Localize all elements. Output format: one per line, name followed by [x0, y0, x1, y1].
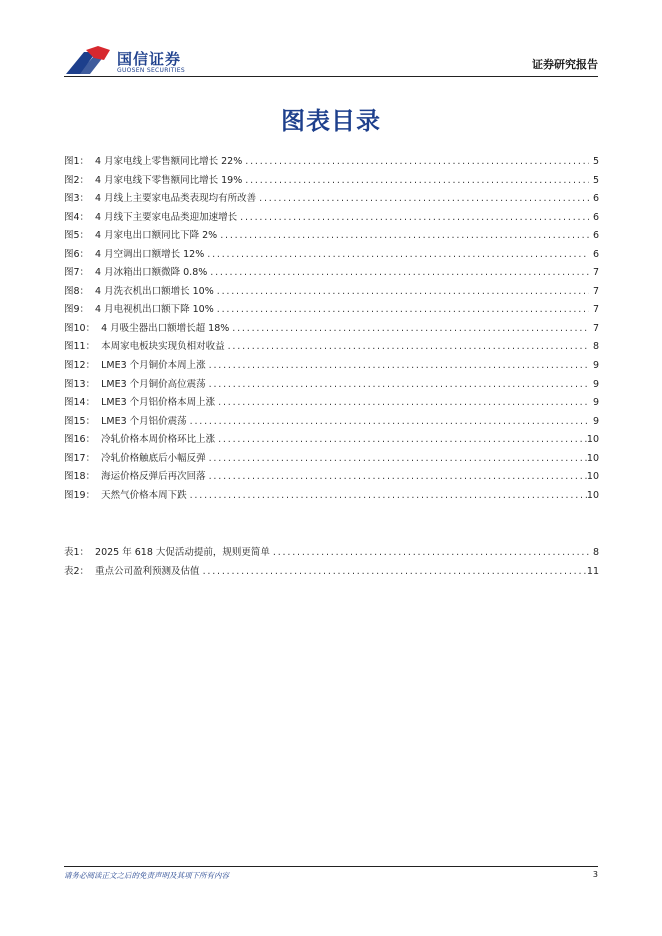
- entry-label: 图18：: [64, 471, 96, 483]
- entry-label: 图5：: [64, 230, 90, 242]
- dot-leader: [206, 357, 589, 376]
- table-list: [64, 544, 599, 581]
- toc-entry-table[interactable]: [64, 563, 599, 582]
- entry-page: 11: [586, 565, 599, 577]
- entry-label: 图16：: [64, 434, 96, 446]
- entry-page: 6: [592, 193, 599, 205]
- entry-label: 图1：: [64, 156, 90, 167]
- toc-entry-figure[interactable]: [64, 468, 599, 487]
- dot-leader: [206, 468, 587, 487]
- entry-page: 10: [586, 452, 599, 464]
- entry-label: 图13：: [64, 378, 96, 390]
- entry-title: 2025 年 618 大促活动提前，规则更简单: [95, 547, 270, 558]
- entry-page: 10: [586, 434, 599, 446]
- entry-title: 4 月线下主要家电品类迎加速增长: [95, 211, 238, 223]
- dot-leader: [207, 264, 589, 283]
- entry-title: 4 月吸尘器出口额增长超 18%: [101, 322, 230, 334]
- entry-page: 8: [592, 341, 599, 353]
- logo-english-name: GUOSEN SECURITIES: [117, 67, 186, 74]
- toc-entry-figure[interactable]: [64, 190, 599, 209]
- entry-page: 7: [592, 285, 599, 297]
- entry-label: 图7：: [64, 267, 90, 279]
- entry-page: 9: [592, 397, 599, 409]
- toc-entry-figure[interactable]: [64, 153, 599, 172]
- entry-title: LME3 个月铜价高位震荡: [101, 378, 206, 390]
- toc-entry-figure[interactable]: [64, 450, 599, 469]
- entry-title: 天然气价格本周下跌: [101, 489, 187, 501]
- entry-page: 5: [592, 156, 599, 167]
- toc-entry-figure[interactable]: [64, 301, 599, 320]
- entry-label: 图6：: [64, 248, 90, 260]
- entry-title: LME3 个月铝价格本周上涨: [101, 397, 216, 409]
- toc-entry-figure[interactable]: [64, 227, 599, 246]
- entry-title: 4 月家电线下零售额同比增长 19%: [95, 174, 243, 186]
- dot-leader: [206, 376, 589, 395]
- entry-title: 4 月家电线上零售额同比增长 22%: [95, 156, 243, 167]
- dot-leader: [242, 153, 589, 172]
- entry-page: 7: [592, 267, 599, 279]
- toc-entry-figure[interactable]: [64, 338, 599, 357]
- dot-leader: [187, 487, 587, 506]
- header-divider: [64, 76, 598, 77]
- entry-page: 6: [592, 230, 599, 242]
- toc-entry-figure[interactable]: [64, 376, 599, 395]
- entry-page: 6: [592, 211, 599, 223]
- entry-page: 6: [592, 248, 599, 260]
- toc-entry-figure[interactable]: [64, 431, 599, 450]
- entry-label: 图9：: [64, 304, 90, 316]
- dot-leader: [215, 431, 587, 450]
- entry-label: 图12：: [64, 360, 96, 372]
- entry-title: 4 月空调出口额增长 12%: [95, 248, 205, 260]
- dot-leader: [237, 209, 589, 228]
- dot-leader: [187, 413, 589, 432]
- entry-title: 重点公司盈利预测及估值: [95, 565, 200, 577]
- entry-page: 7: [592, 322, 599, 334]
- entry-page: 9: [592, 360, 599, 372]
- report-type-label: 证券研究报告: [532, 58, 598, 71]
- dot-leader: [242, 172, 589, 191]
- entry-page: 9: [592, 378, 599, 390]
- dot-leader: [206, 450, 587, 469]
- page-number: 3: [592, 870, 598, 879]
- dot-leader: [215, 394, 589, 413]
- entry-label: 图10：: [64, 322, 96, 334]
- entry-label: 表2：: [64, 565, 90, 577]
- entry-label: 图8：: [64, 285, 90, 297]
- entry-label: 图15：: [64, 415, 96, 427]
- entry-label: 表1：: [64, 547, 90, 558]
- dot-leader: [214, 283, 589, 302]
- toc-entry-figure[interactable]: [64, 246, 599, 265]
- entry-page: 9: [592, 415, 599, 427]
- entry-page: 7: [592, 304, 599, 316]
- dot-leader: [229, 320, 589, 339]
- entry-label: 图19：: [64, 489, 96, 501]
- toc-entry-figure[interactable]: [64, 264, 599, 283]
- toc-entry-figure[interactable]: [64, 320, 599, 339]
- entry-title: LME3 个月铝价震荡: [101, 415, 187, 427]
- dot-leader: [204, 246, 589, 265]
- dot-leader: [214, 301, 589, 320]
- entry-label: 图17：: [64, 452, 96, 464]
- entry-label: 图2：: [64, 174, 90, 186]
- logo-chinese-name: 国信证券: [117, 50, 182, 68]
- entry-title: 4 月冰箱出口额微降 0.8%: [95, 267, 208, 279]
- entry-title: 4 月洗衣机出口额增长 10%: [95, 285, 214, 297]
- entry-page: 5: [592, 174, 599, 186]
- entry-title: 4 月电视机出口额下降 10%: [95, 304, 214, 316]
- entry-label: 图14：: [64, 397, 96, 409]
- guosen-logo-icon: [64, 46, 112, 76]
- dot-leader: [270, 544, 589, 563]
- page-header: [0, 0, 662, 80]
- entry-title: 4 月家电出口额同比下降 2%: [95, 230, 218, 242]
- toc-entry-figure[interactable]: [64, 357, 599, 376]
- footer-disclaimer: 请务必阅读正文之后的免责声明及其项下所有内容: [64, 871, 229, 880]
- entry-title: 本周家电板块实现负相对收益: [101, 341, 225, 353]
- entry-title: 冷轧价格本周价格环比上涨: [101, 434, 216, 446]
- entry-page: 10: [586, 489, 599, 501]
- dot-leader: [225, 338, 589, 357]
- entry-label: 图4：: [64, 211, 90, 223]
- dot-leader: [217, 227, 589, 246]
- entry-label: 图3：: [64, 193, 90, 205]
- toc-entry-figure[interactable]: [64, 413, 599, 432]
- footer-divider: [64, 866, 598, 867]
- company-logo: [64, 46, 194, 78]
- figure-list: [64, 153, 599, 505]
- toc-entry-figure[interactable]: [64, 487, 599, 506]
- toc-entry-figure[interactable]: [64, 394, 599, 413]
- dot-leader: [256, 190, 589, 209]
- page-title: 图表目录: [281, 107, 381, 135]
- toc-entry-table[interactable]: [64, 544, 599, 563]
- entry-title: 4 月线上主要家电品类表现均有所改善: [95, 193, 257, 205]
- entry-title: 冷轧价格触底后小幅反弹: [101, 452, 206, 464]
- dot-leader: [200, 563, 587, 582]
- entry-label: 图11：: [64, 341, 96, 353]
- entry-title: 海运价格反弹后再次回落: [101, 471, 206, 483]
- toc-entry-figure[interactable]: [64, 283, 599, 302]
- entry-page: 8: [592, 547, 599, 558]
- entry-page: 10: [586, 471, 599, 483]
- toc-entry-figure[interactable]: [64, 172, 599, 191]
- toc-entry-figure[interactable]: [64, 209, 599, 228]
- entry-title: LME3 个月铜价本周上涨: [101, 360, 206, 372]
